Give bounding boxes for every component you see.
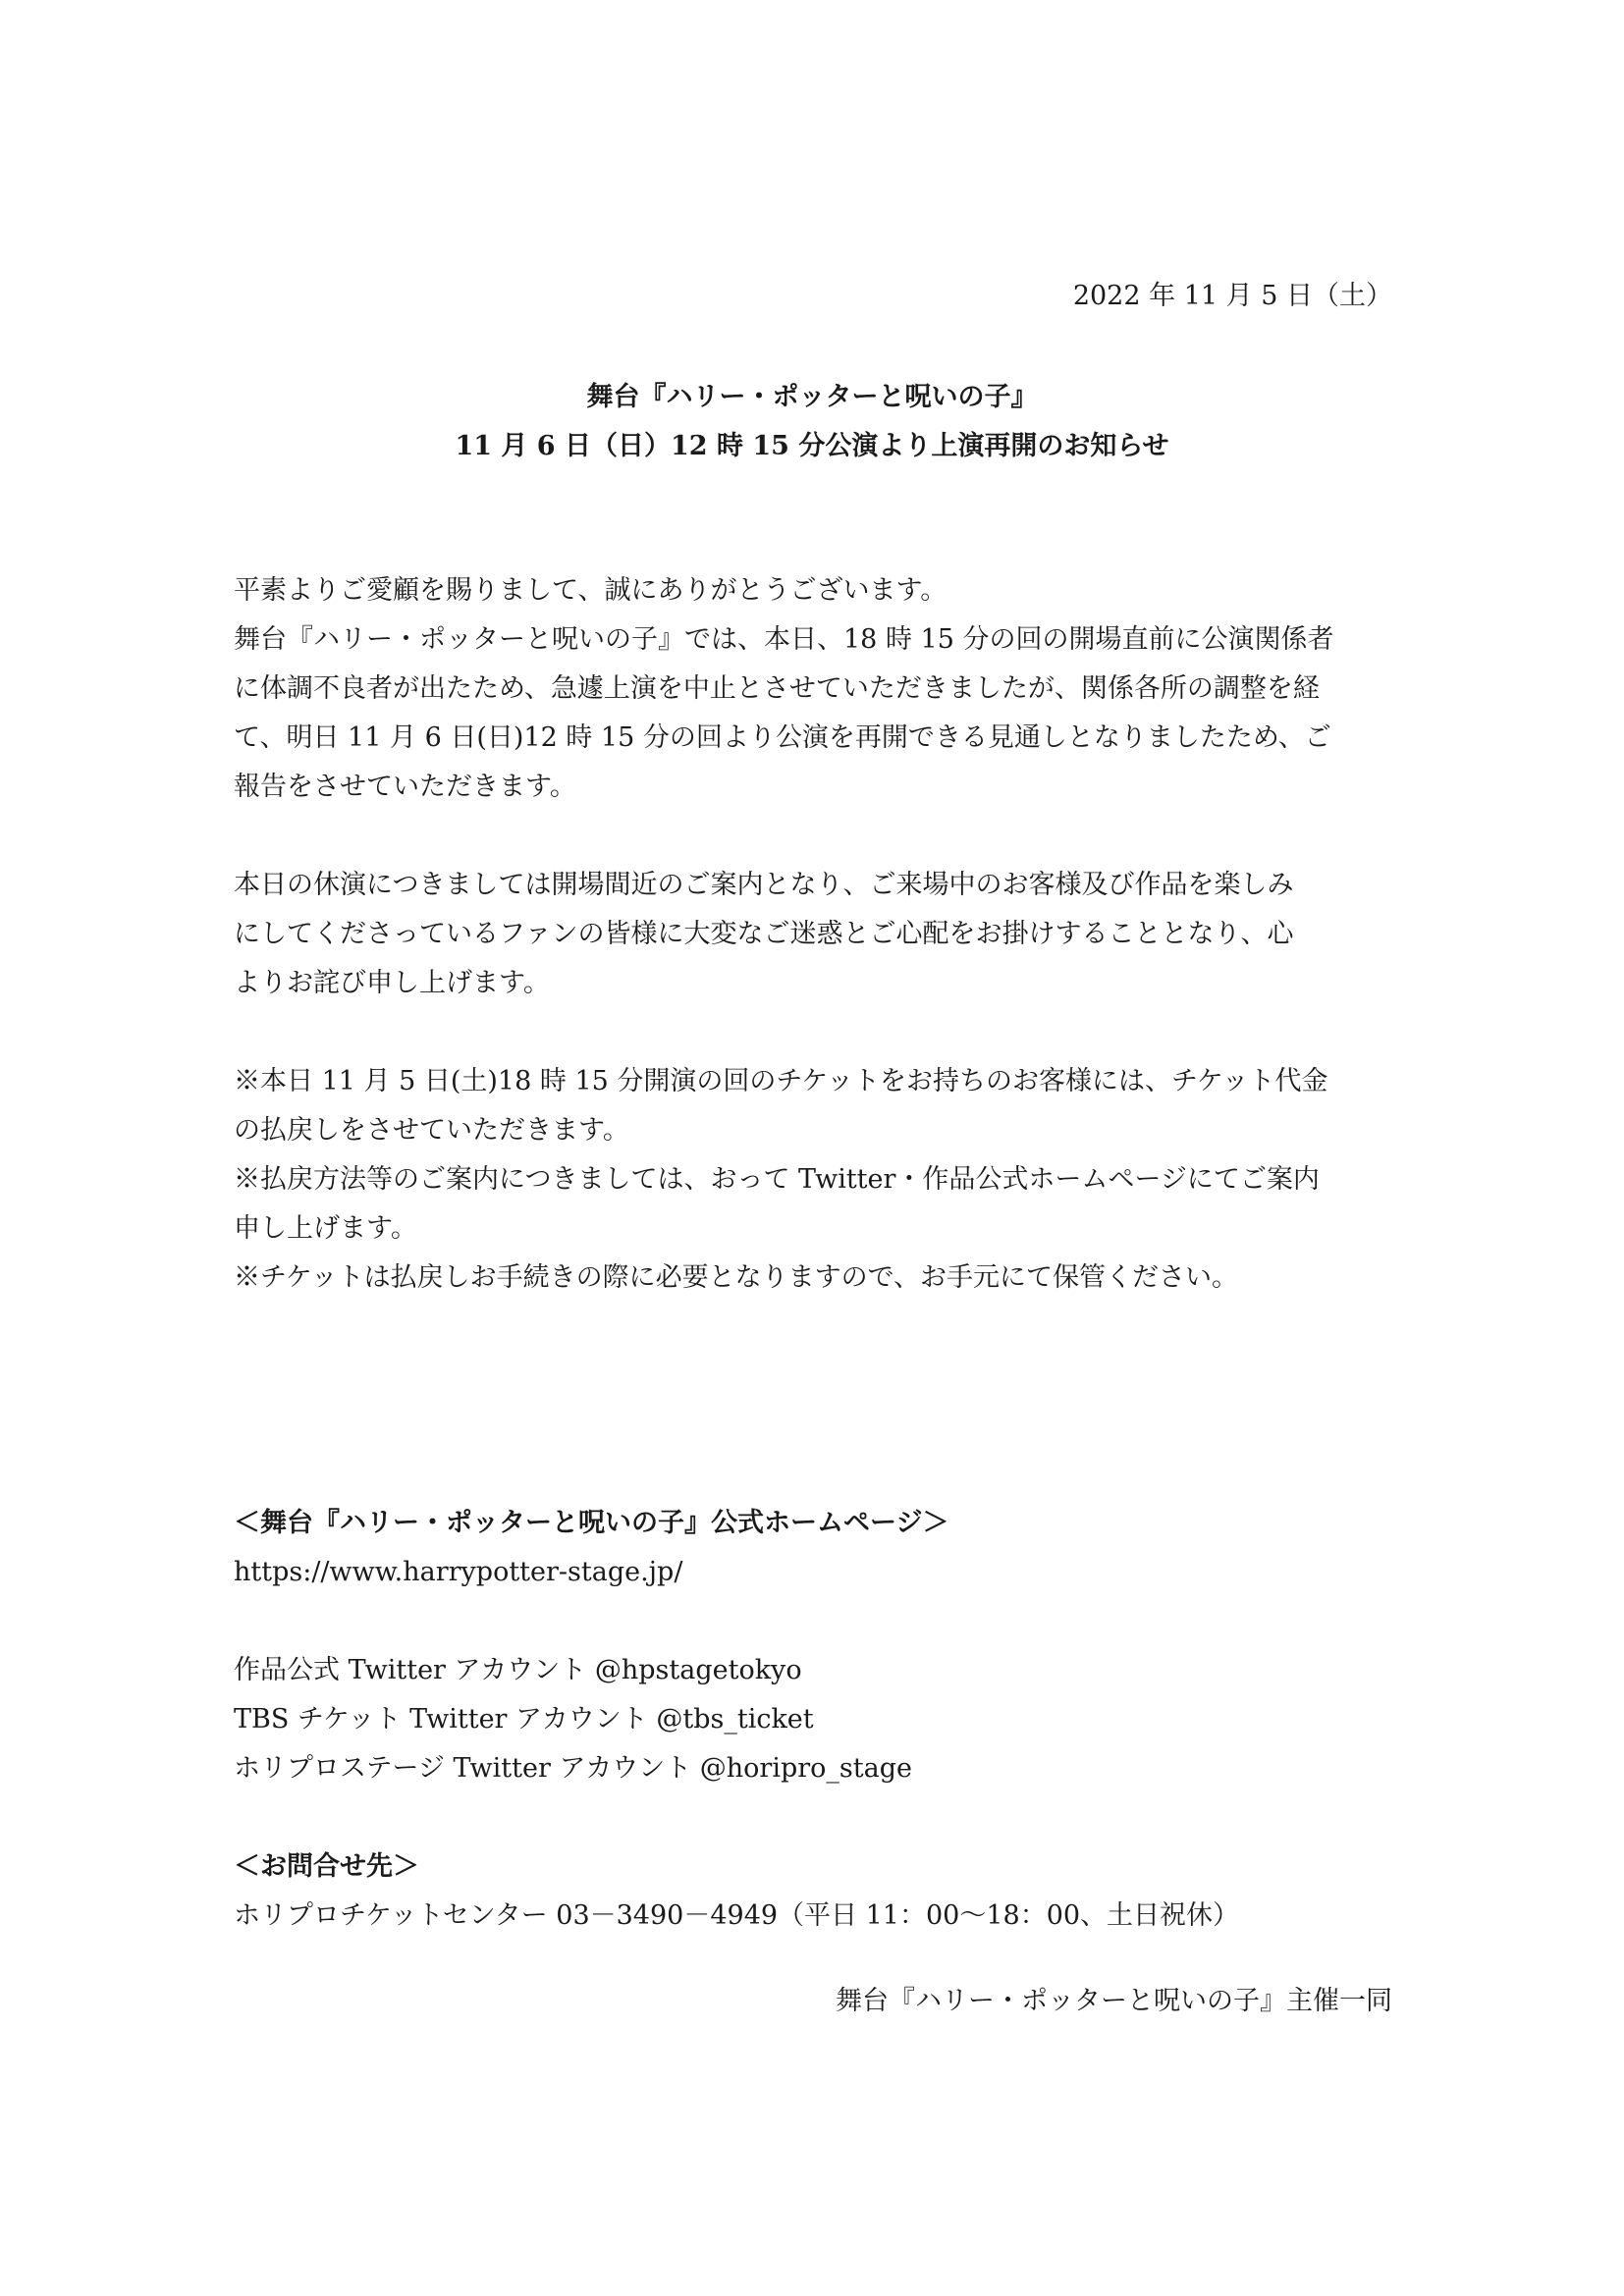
greeting-paragraph <box>234 566 1392 812</box>
twitter-account-item: 作品公式 Twitter アカウント @hpstagetokyo <box>234 1655 802 1685</box>
contact-detail: ホリプロチケットセンター 03－3490－4949（平日 11：00～18：00、土日祝休） <box>234 1900 1240 1931</box>
note-line: ※本日 11 月 5 日(土)18 時 15 分開演の回のチケットをお持ちのお客様には、チケット代金 <box>234 1066 1328 1096</box>
contact-heading: ＜お問合せ先＞ <box>234 1851 419 1882</box>
note-line: の払戻しをさせていただきます。 <box>234 1115 629 1146</box>
official-site-link[interactable]: https://www.harrypotter-stage.jp/ <box>234 1557 683 1587</box>
twitter-account-item: ホリプロステージ Twitter アカウント @horipro_stage <box>234 1753 912 1784</box>
paragraph-line: に体調不良者が出たため、急遽上演を中止とさせていただきましたが、関係各所の調整を経 <box>234 673 1320 704</box>
paragraph-line: よりお詫び申し上げます。 <box>234 968 550 998</box>
paragraph-line: にしてくださっているファンの皆様に大変なご迷惑とご心配をお掛けすることとなり、心 <box>234 919 1294 949</box>
contact-section <box>234 1842 1239 1941</box>
paragraph-line: て、明日 11 月 6 日(日)12 時 15 分の回より公演を再開できる見通しとなりましたため、ご <box>234 722 1331 753</box>
note-line: 申し上げます。 <box>234 1213 417 1244</box>
note-line: ※払戻方法等のご案内につきましては、おって Twitter・作品公式ホームページにてご案内 <box>234 1164 1320 1195</box>
note-line: ※チケットは払戻しお手続きの際に必要となりますので、お手元にて保管ください。 <box>234 1262 1239 1293</box>
document-signoff: 舞台『ハリー・ポッターと呪いの子』主催一同 <box>836 1986 1392 2016</box>
twitter-account-item: TBS チケット Twitter アカウント @tbs_ticket <box>234 1704 814 1735</box>
official-site-section <box>234 1499 1392 1597</box>
official-site-heading: ＜舞台『ハリー・ポッターと呪いの子』公式ホームページ＞ <box>234 1508 949 1538</box>
notes-paragraph <box>234 1057 1392 1303</box>
document-title <box>0 373 1624 471</box>
document-date: 2022 年 11 月 5 日（土） <box>1072 281 1392 311</box>
paragraph-line: 報告をさせていただきます。 <box>234 772 576 802</box>
paragraph-line: 平素よりご愛顧を賜りまして、誠にありがとうございます。 <box>234 575 947 606</box>
title-line-1: 舞台『ハリー・ポッターと呪いの子』 <box>586 382 1038 412</box>
title-line-2: 11 月 6 日（日）12 時 15 分公演より上演再開のお知らせ <box>455 431 1169 461</box>
twitter-accounts-list <box>234 1646 912 1793</box>
paragraph-line: 本日の休演につきましては開場間近のご案内となり、ご来場中のお客様及び作品を楽しみ <box>234 870 1294 900</box>
paragraph-line: 舞台『ハリー・ポッターと呪いの子』では、本日、18 時 15 分の回の開場直前に公演関係者 <box>234 624 1334 655</box>
apology-paragraph <box>234 861 1392 1008</box>
